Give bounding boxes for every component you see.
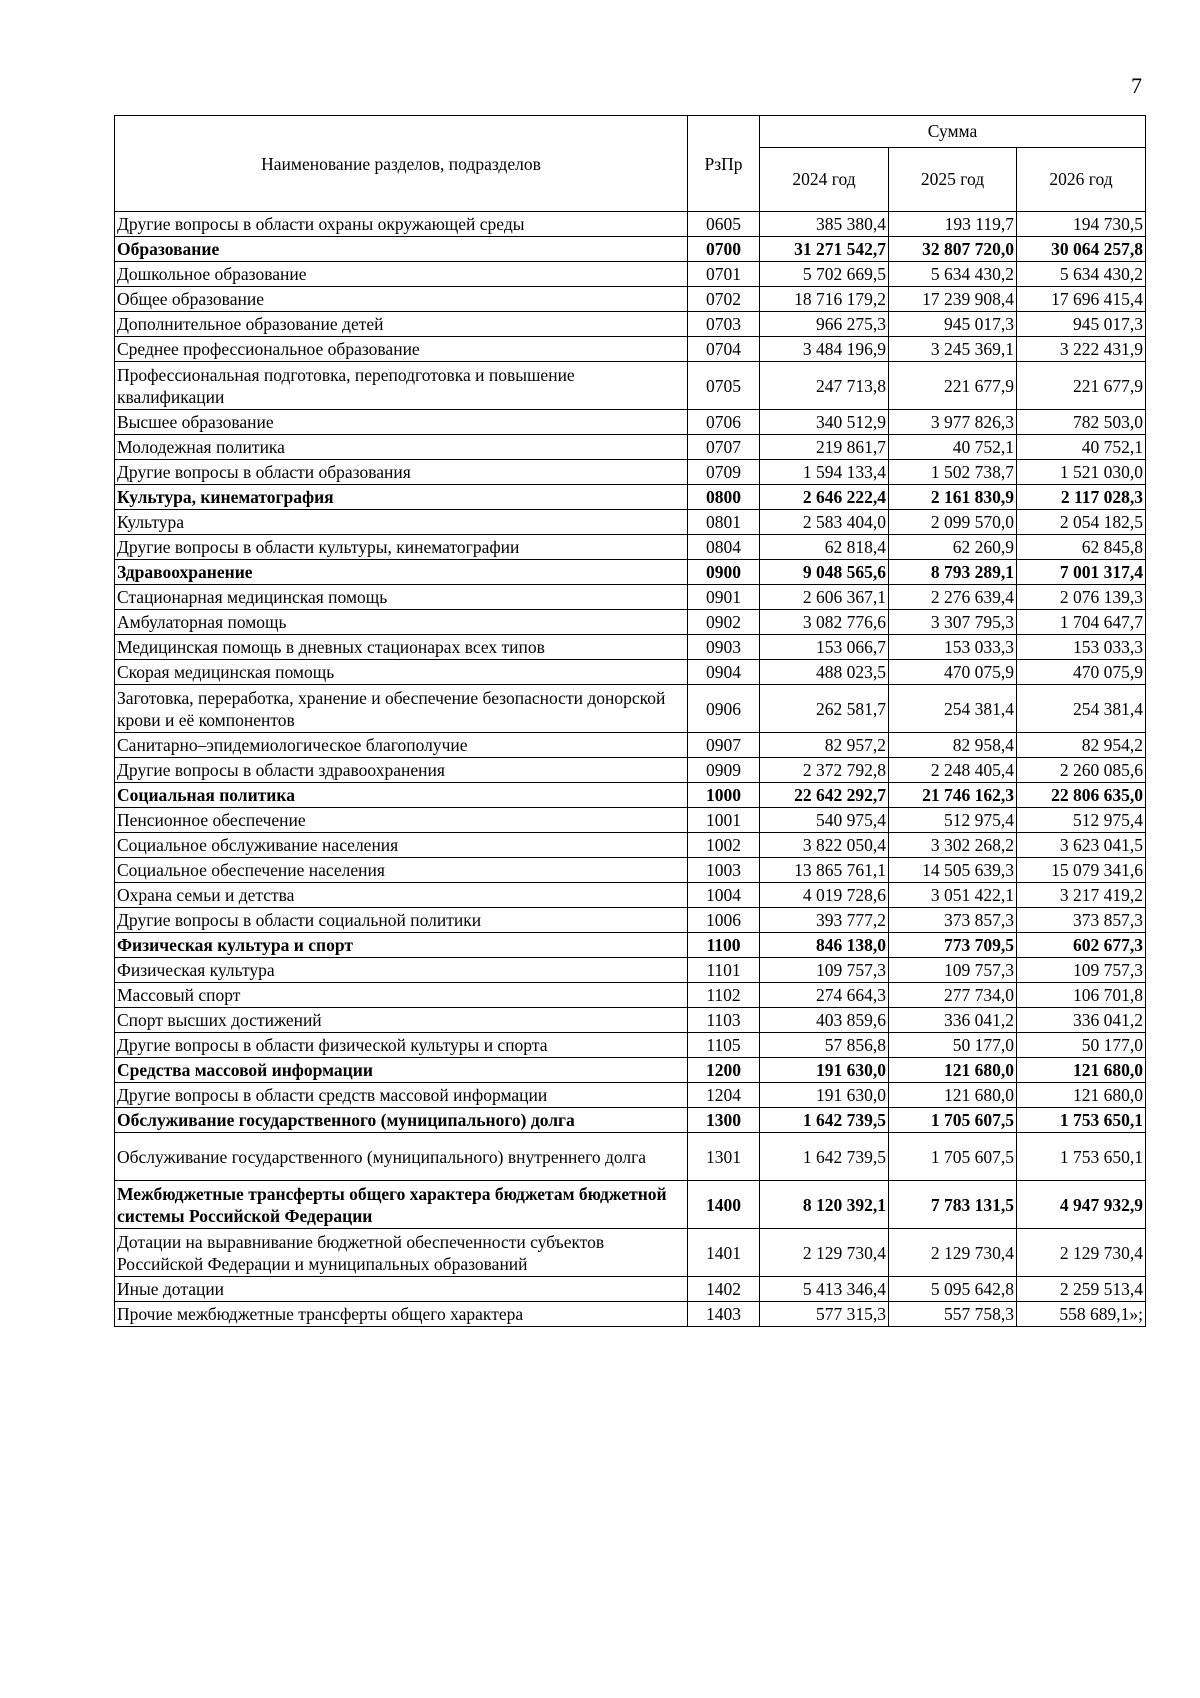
row-code: 1403 <box>688 1302 760 1327</box>
page-number: 7 <box>1131 73 1142 98</box>
subsection-row <box>115 685 1146 733</box>
row-value-2026: 40 752,1 <box>1017 435 1146 460</box>
row-code: 0700 <box>688 237 760 262</box>
row-name: Прочие межбюджетные трансферты общего характера <box>115 1302 688 1327</box>
row-code: 1204 <box>688 1083 760 1108</box>
row-value-2025: 62 260,9 <box>889 535 1017 560</box>
table-body <box>115 212 1146 1327</box>
row-value-2026: 1 753 650,1 <box>1017 1133 1146 1181</box>
row-code: 0705 <box>688 362 760 410</box>
row-value-2025: 2 276 639,4 <box>889 585 1017 610</box>
row-value-2024: 22 642 292,7 <box>760 783 889 808</box>
row-name: Среднее профессиональное образование <box>115 337 688 362</box>
row-value-2026: 512 975,4 <box>1017 808 1146 833</box>
row-value-2025: 221 677,9 <box>889 362 1017 410</box>
row-name: Здравоохранение <box>115 560 688 585</box>
row-value-2024: 540 975,4 <box>760 808 889 833</box>
row-name: Социальная политика <box>115 783 688 808</box>
subsection-row <box>115 908 1146 933</box>
row-value-2024: 2 606 367,1 <box>760 585 889 610</box>
row-value-2026: 17 696 415,4 <box>1017 287 1146 312</box>
row-value-2024: 1 642 739,5 <box>760 1133 889 1181</box>
row-name: Социальное обслуживание населения <box>115 833 688 858</box>
row-code: 1402 <box>688 1277 760 1302</box>
row-value-2024: 219 861,7 <box>760 435 889 460</box>
row-code: 1006 <box>688 908 760 933</box>
row-value-2024: 2 583 404,0 <box>760 510 889 535</box>
row-code: 1002 <box>688 833 760 858</box>
row-code: 0703 <box>688 312 760 337</box>
row-value-2026: 373 857,3 <box>1017 908 1146 933</box>
section-row <box>115 933 1146 958</box>
row-code: 0909 <box>688 758 760 783</box>
row-code: 0801 <box>688 510 760 535</box>
row-code: 0701 <box>688 262 760 287</box>
row-code: 0704 <box>688 337 760 362</box>
section-row <box>115 783 1146 808</box>
subsection-row <box>115 1008 1146 1033</box>
subsection-row <box>115 1277 1146 1302</box>
row-value-2026: 82 954,2 <box>1017 733 1146 758</box>
subsection-row <box>115 858 1146 883</box>
subsection-row <box>115 958 1146 983</box>
row-value-2026: 3 217 419,2 <box>1017 883 1146 908</box>
row-code: 0903 <box>688 635 760 660</box>
row-value-2024: 82 957,2 <box>760 733 889 758</box>
row-name: Другие вопросы в области образования <box>115 460 688 485</box>
row-name: Охрана семьи и детства <box>115 883 688 908</box>
row-value-2025: 470 075,9 <box>889 660 1017 685</box>
row-name: Другие вопросы в области средств массовой информации <box>115 1083 688 1108</box>
row-name: Молодежная политика <box>115 435 688 460</box>
header-sum: Сумма <box>760 116 1146 148</box>
row-name: Амбулаторная помощь <box>115 610 688 635</box>
table-header <box>115 116 1146 212</box>
subsection-row <box>115 1302 1146 1327</box>
row-value-2026: 336 041,2 <box>1017 1008 1146 1033</box>
subsection-row <box>115 585 1146 610</box>
row-name: Культура, кинематография <box>115 485 688 510</box>
subsection-row <box>115 410 1146 435</box>
subsection-row <box>115 660 1146 685</box>
row-value-2024: 2 646 222,4 <box>760 485 889 510</box>
row-name: Профессиональная подготовка, переподготовка и повышение квалификации <box>115 362 688 410</box>
header-year-2025: 2025 год <box>889 147 1017 211</box>
row-value-2025: 121 680,0 <box>889 1083 1017 1108</box>
header-code: РзПр <box>688 116 760 212</box>
subsection-row <box>115 758 1146 783</box>
row-name: Физическая культура и спорт <box>115 933 688 958</box>
subsection-row <box>115 635 1146 660</box>
row-value-2025: 3 245 369,1 <box>889 337 1017 362</box>
header-name: Наименование разделов, подразделов <box>115 116 688 212</box>
row-code: 1102 <box>688 983 760 1008</box>
row-code: 1400 <box>688 1181 760 1229</box>
row-code: 1001 <box>688 808 760 833</box>
row-value-2025: 3 307 795,3 <box>889 610 1017 635</box>
row-value-2026: 22 806 635,0 <box>1017 783 1146 808</box>
row-code: 0707 <box>688 435 760 460</box>
row-code: 1401 <box>688 1229 760 1277</box>
row-value-2026: 121 680,0 <box>1017 1058 1146 1083</box>
row-value-2026: 2 117 028,3 <box>1017 485 1146 510</box>
row-value-2026: 3 623 041,5 <box>1017 833 1146 858</box>
row-value-2025: 773 709,5 <box>889 933 1017 958</box>
row-value-2026: 121 680,0 <box>1017 1083 1146 1108</box>
row-value-2026: 470 075,9 <box>1017 660 1146 685</box>
row-value-2026: 109 757,3 <box>1017 958 1146 983</box>
subsection-row <box>115 460 1146 485</box>
row-code: 1004 <box>688 883 760 908</box>
row-value-2024: 846 138,0 <box>760 933 889 958</box>
row-value-2026: 15 079 341,6 <box>1017 858 1146 883</box>
row-value-2024: 9 048 565,6 <box>760 560 889 585</box>
row-value-2026: 50 177,0 <box>1017 1033 1146 1058</box>
section-row <box>115 1108 1146 1133</box>
row-value-2025: 40 752,1 <box>889 435 1017 460</box>
row-value-2024: 18 716 179,2 <box>760 287 889 312</box>
row-name: Массовый спорт <box>115 983 688 1008</box>
row-value-2025: 373 857,3 <box>889 908 1017 933</box>
row-value-2024: 262 581,7 <box>760 685 889 733</box>
subsection-row <box>115 883 1146 908</box>
row-code: 0706 <box>688 410 760 435</box>
header-year-2026: 2026 год <box>1017 147 1146 211</box>
row-value-2026: 221 677,9 <box>1017 362 1146 410</box>
row-value-2024: 2 372 792,8 <box>760 758 889 783</box>
row-value-2024: 393 777,2 <box>760 908 889 933</box>
subsection-row <box>115 510 1146 535</box>
row-name: Другие вопросы в области социальной политики <box>115 908 688 933</box>
row-value-2025: 50 177,0 <box>889 1033 1017 1058</box>
row-code: 0709 <box>688 460 760 485</box>
row-name: Другие вопросы в области здравоохранения <box>115 758 688 783</box>
row-value-2025: 21 746 162,3 <box>889 783 1017 808</box>
row-value-2024: 403 859,6 <box>760 1008 889 1033</box>
row-code: 1301 <box>688 1133 760 1181</box>
row-value-2026: 2 076 139,3 <box>1017 585 1146 610</box>
row-code: 1300 <box>688 1108 760 1133</box>
row-value-2024: 1 642 739,5 <box>760 1108 889 1133</box>
row-value-2026: 2 129 730,4 <box>1017 1229 1146 1277</box>
row-value-2026: 1 704 647,7 <box>1017 610 1146 635</box>
row-value-2025: 7 783 131,5 <box>889 1181 1017 1229</box>
row-value-2024: 191 630,0 <box>760 1083 889 1108</box>
row-name: Межбюджетные трансферты общего характера бюджетам бюджетной системы Российской Федерации <box>115 1181 688 1229</box>
subsection-row <box>115 1033 1146 1058</box>
row-value-2025: 153 033,3 <box>889 635 1017 660</box>
row-name: Общее образование <box>115 287 688 312</box>
subsection-row <box>115 983 1146 1008</box>
row-code: 0902 <box>688 610 760 635</box>
row-code: 0800 <box>688 485 760 510</box>
subsection-row <box>115 287 1146 312</box>
row-value-2024: 153 066,7 <box>760 635 889 660</box>
subsection-row <box>115 610 1146 635</box>
row-value-2025: 121 680,0 <box>889 1058 1017 1083</box>
row-value-2024: 109 757,3 <box>760 958 889 983</box>
row-value-2025: 2 161 830,9 <box>889 485 1017 510</box>
row-name: Медицинская помощь в дневных стационарах всех типов <box>115 635 688 660</box>
row-name: Социальное обеспечение населения <box>115 858 688 883</box>
row-code: 1100 <box>688 933 760 958</box>
subsection-row <box>115 733 1146 758</box>
row-name: Заготовка, переработка, хранение и обеспечение безопасности донорской крови и её компонентов <box>115 685 688 733</box>
section-row <box>115 1058 1146 1083</box>
row-value-2024: 5 702 669,5 <box>760 262 889 287</box>
row-name: Обслуживание государственного (муниципального) долга <box>115 1108 688 1133</box>
row-value-2026: 1 753 650,1 <box>1017 1108 1146 1133</box>
row-value-2026: 62 845,8 <box>1017 535 1146 560</box>
row-value-2025: 1 502 738,7 <box>889 460 1017 485</box>
subsection-row <box>115 808 1146 833</box>
row-value-2024: 3 484 196,9 <box>760 337 889 362</box>
row-code: 0907 <box>688 733 760 758</box>
row-value-2024: 5 413 346,4 <box>760 1277 889 1302</box>
row-name: Образование <box>115 237 688 262</box>
subsection-row <box>115 435 1146 460</box>
row-value-2024: 1 594 133,4 <box>760 460 889 485</box>
row-value-2026: 106 701,8 <box>1017 983 1146 1008</box>
row-value-2026: 2 054 182,5 <box>1017 510 1146 535</box>
row-name: Другие вопросы в области физической культуры и спорта <box>115 1033 688 1058</box>
budget-table <box>114 115 1146 1327</box>
row-code: 1003 <box>688 858 760 883</box>
row-value-2025: 32 807 720,0 <box>889 237 1017 262</box>
row-value-2025: 193 119,7 <box>889 212 1017 237</box>
section-row <box>115 1181 1146 1229</box>
subsection-row <box>115 337 1146 362</box>
row-name: Обслуживание государственного (муниципального) внутреннего долга <box>115 1133 688 1181</box>
row-value-2024: 966 275,3 <box>760 312 889 337</box>
row-name: Пенсионное обеспечение <box>115 808 688 833</box>
section-row <box>115 560 1146 585</box>
subsection-row <box>115 833 1146 858</box>
row-name: Дотации на выравнивание бюджетной обеспеченности субъектов Российской Федерации и муниципальных образований <box>115 1229 688 1277</box>
row-value-2026: 782 503,0 <box>1017 410 1146 435</box>
row-value-2026: 30 064 257,8 <box>1017 237 1146 262</box>
row-value-2025: 17 239 908,4 <box>889 287 1017 312</box>
row-value-2024: 3 082 776,6 <box>760 610 889 635</box>
row-code: 1200 <box>688 1058 760 1083</box>
row-value-2024: 340 512,9 <box>760 410 889 435</box>
row-value-2025: 254 381,4 <box>889 685 1017 733</box>
row-name: Культура <box>115 510 688 535</box>
row-value-2025: 3 977 826,3 <box>889 410 1017 435</box>
row-value-2026: 153 033,3 <box>1017 635 1146 660</box>
row-name: Иные дотации <box>115 1277 688 1302</box>
row-code: 1105 <box>688 1033 760 1058</box>
row-code: 0702 <box>688 287 760 312</box>
row-code: 1103 <box>688 1008 760 1033</box>
row-value-2025: 3 302 268,2 <box>889 833 1017 858</box>
row-name: Дополнительное образование детей <box>115 312 688 337</box>
row-value-2025: 512 975,4 <box>889 808 1017 833</box>
row-value-2024: 385 380,4 <box>760 212 889 237</box>
section-row <box>115 237 1146 262</box>
row-value-2026: 945 017,3 <box>1017 312 1146 337</box>
section-row <box>115 485 1146 510</box>
row-name: Физическая культура <box>115 958 688 983</box>
row-value-2026: 602 677,3 <box>1017 933 1146 958</box>
row-value-2024: 577 315,3 <box>760 1302 889 1327</box>
subsection-row <box>115 1083 1146 1108</box>
row-value-2025: 8 793 289,1 <box>889 560 1017 585</box>
row-name: Скорая медицинская помощь <box>115 660 688 685</box>
row-value-2024: 2 129 730,4 <box>760 1229 889 1277</box>
row-code: 1101 <box>688 958 760 983</box>
row-value-2024: 191 630,0 <box>760 1058 889 1083</box>
row-value-2025: 277 734,0 <box>889 983 1017 1008</box>
row-value-2026: 4 947 932,9 <box>1017 1181 1146 1229</box>
row-value-2025: 945 017,3 <box>889 312 1017 337</box>
row-name: Средства массовой информации <box>115 1058 688 1083</box>
row-value-2024: 62 818,4 <box>760 535 889 560</box>
row-value-2025: 5 095 642,8 <box>889 1277 1017 1302</box>
row-value-2024: 31 271 542,7 <box>760 237 889 262</box>
row-value-2026: 7 001 317,4 <box>1017 560 1146 585</box>
row-value-2024: 8 120 392,1 <box>760 1181 889 1229</box>
subsection-row <box>115 1229 1146 1277</box>
row-value-2026: 3 222 431,9 <box>1017 337 1146 362</box>
row-value-2024: 3 822 050,4 <box>760 833 889 858</box>
row-value-2025: 14 505 639,3 <box>889 858 1017 883</box>
row-value-2026: 558 689,1»; <box>1017 1302 1146 1327</box>
row-name: Высшее образование <box>115 410 688 435</box>
header-year-2024: 2024 год <box>760 147 889 211</box>
row-value-2026: 2 259 513,4 <box>1017 1277 1146 1302</box>
row-name: Санитарно–эпидемиологическое благополучие <box>115 733 688 758</box>
row-value-2025: 82 958,4 <box>889 733 1017 758</box>
row-value-2025: 1 705 607,5 <box>889 1108 1017 1133</box>
subsection-row <box>115 362 1146 410</box>
subsection-row <box>115 262 1146 287</box>
row-value-2026: 1 521 030,0 <box>1017 460 1146 485</box>
row-value-2024: 488 023,5 <box>760 660 889 685</box>
row-value-2025: 2 099 570,0 <box>889 510 1017 535</box>
row-code: 0904 <box>688 660 760 685</box>
subsection-row <box>115 1133 1146 1181</box>
row-value-2026: 5 634 430,2 <box>1017 262 1146 287</box>
row-code: 0901 <box>688 585 760 610</box>
row-value-2025: 2 248 405,4 <box>889 758 1017 783</box>
row-name: Другие вопросы в области культуры, кинематографии <box>115 535 688 560</box>
row-name: Дошкольное образование <box>115 262 688 287</box>
row-value-2024: 57 856,8 <box>760 1033 889 1058</box>
row-code: 0605 <box>688 212 760 237</box>
row-code: 0906 <box>688 685 760 733</box>
row-name: Стационарная медицинская помощь <box>115 585 688 610</box>
row-value-2025: 109 757,3 <box>889 958 1017 983</box>
row-value-2025: 336 041,2 <box>889 1008 1017 1033</box>
row-value-2026: 2 260 085,6 <box>1017 758 1146 783</box>
row-value-2025: 5 634 430,2 <box>889 262 1017 287</box>
row-name: Спорт высших достижений <box>115 1008 688 1033</box>
row-code: 0900 <box>688 560 760 585</box>
row-value-2024: 274 664,3 <box>760 983 889 1008</box>
row-value-2024: 13 865 761,1 <box>760 858 889 883</box>
row-value-2025: 1 705 607,5 <box>889 1133 1017 1181</box>
row-code: 0804 <box>688 535 760 560</box>
row-value-2025: 3 051 422,1 <box>889 883 1017 908</box>
subsection-row <box>115 212 1146 237</box>
subsection-row <box>115 312 1146 337</box>
row-code: 1000 <box>688 783 760 808</box>
row-name: Другие вопросы в области охраны окружающей среды <box>115 212 688 237</box>
subsection-row <box>115 535 1146 560</box>
row-value-2026: 254 381,4 <box>1017 685 1146 733</box>
row-value-2024: 4 019 728,6 <box>760 883 889 908</box>
row-value-2024: 247 713,8 <box>760 362 889 410</box>
row-value-2025: 2 129 730,4 <box>889 1229 1017 1277</box>
row-value-2025: 557 758,3 <box>889 1302 1017 1327</box>
row-value-2026: 194 730,5 <box>1017 212 1146 237</box>
